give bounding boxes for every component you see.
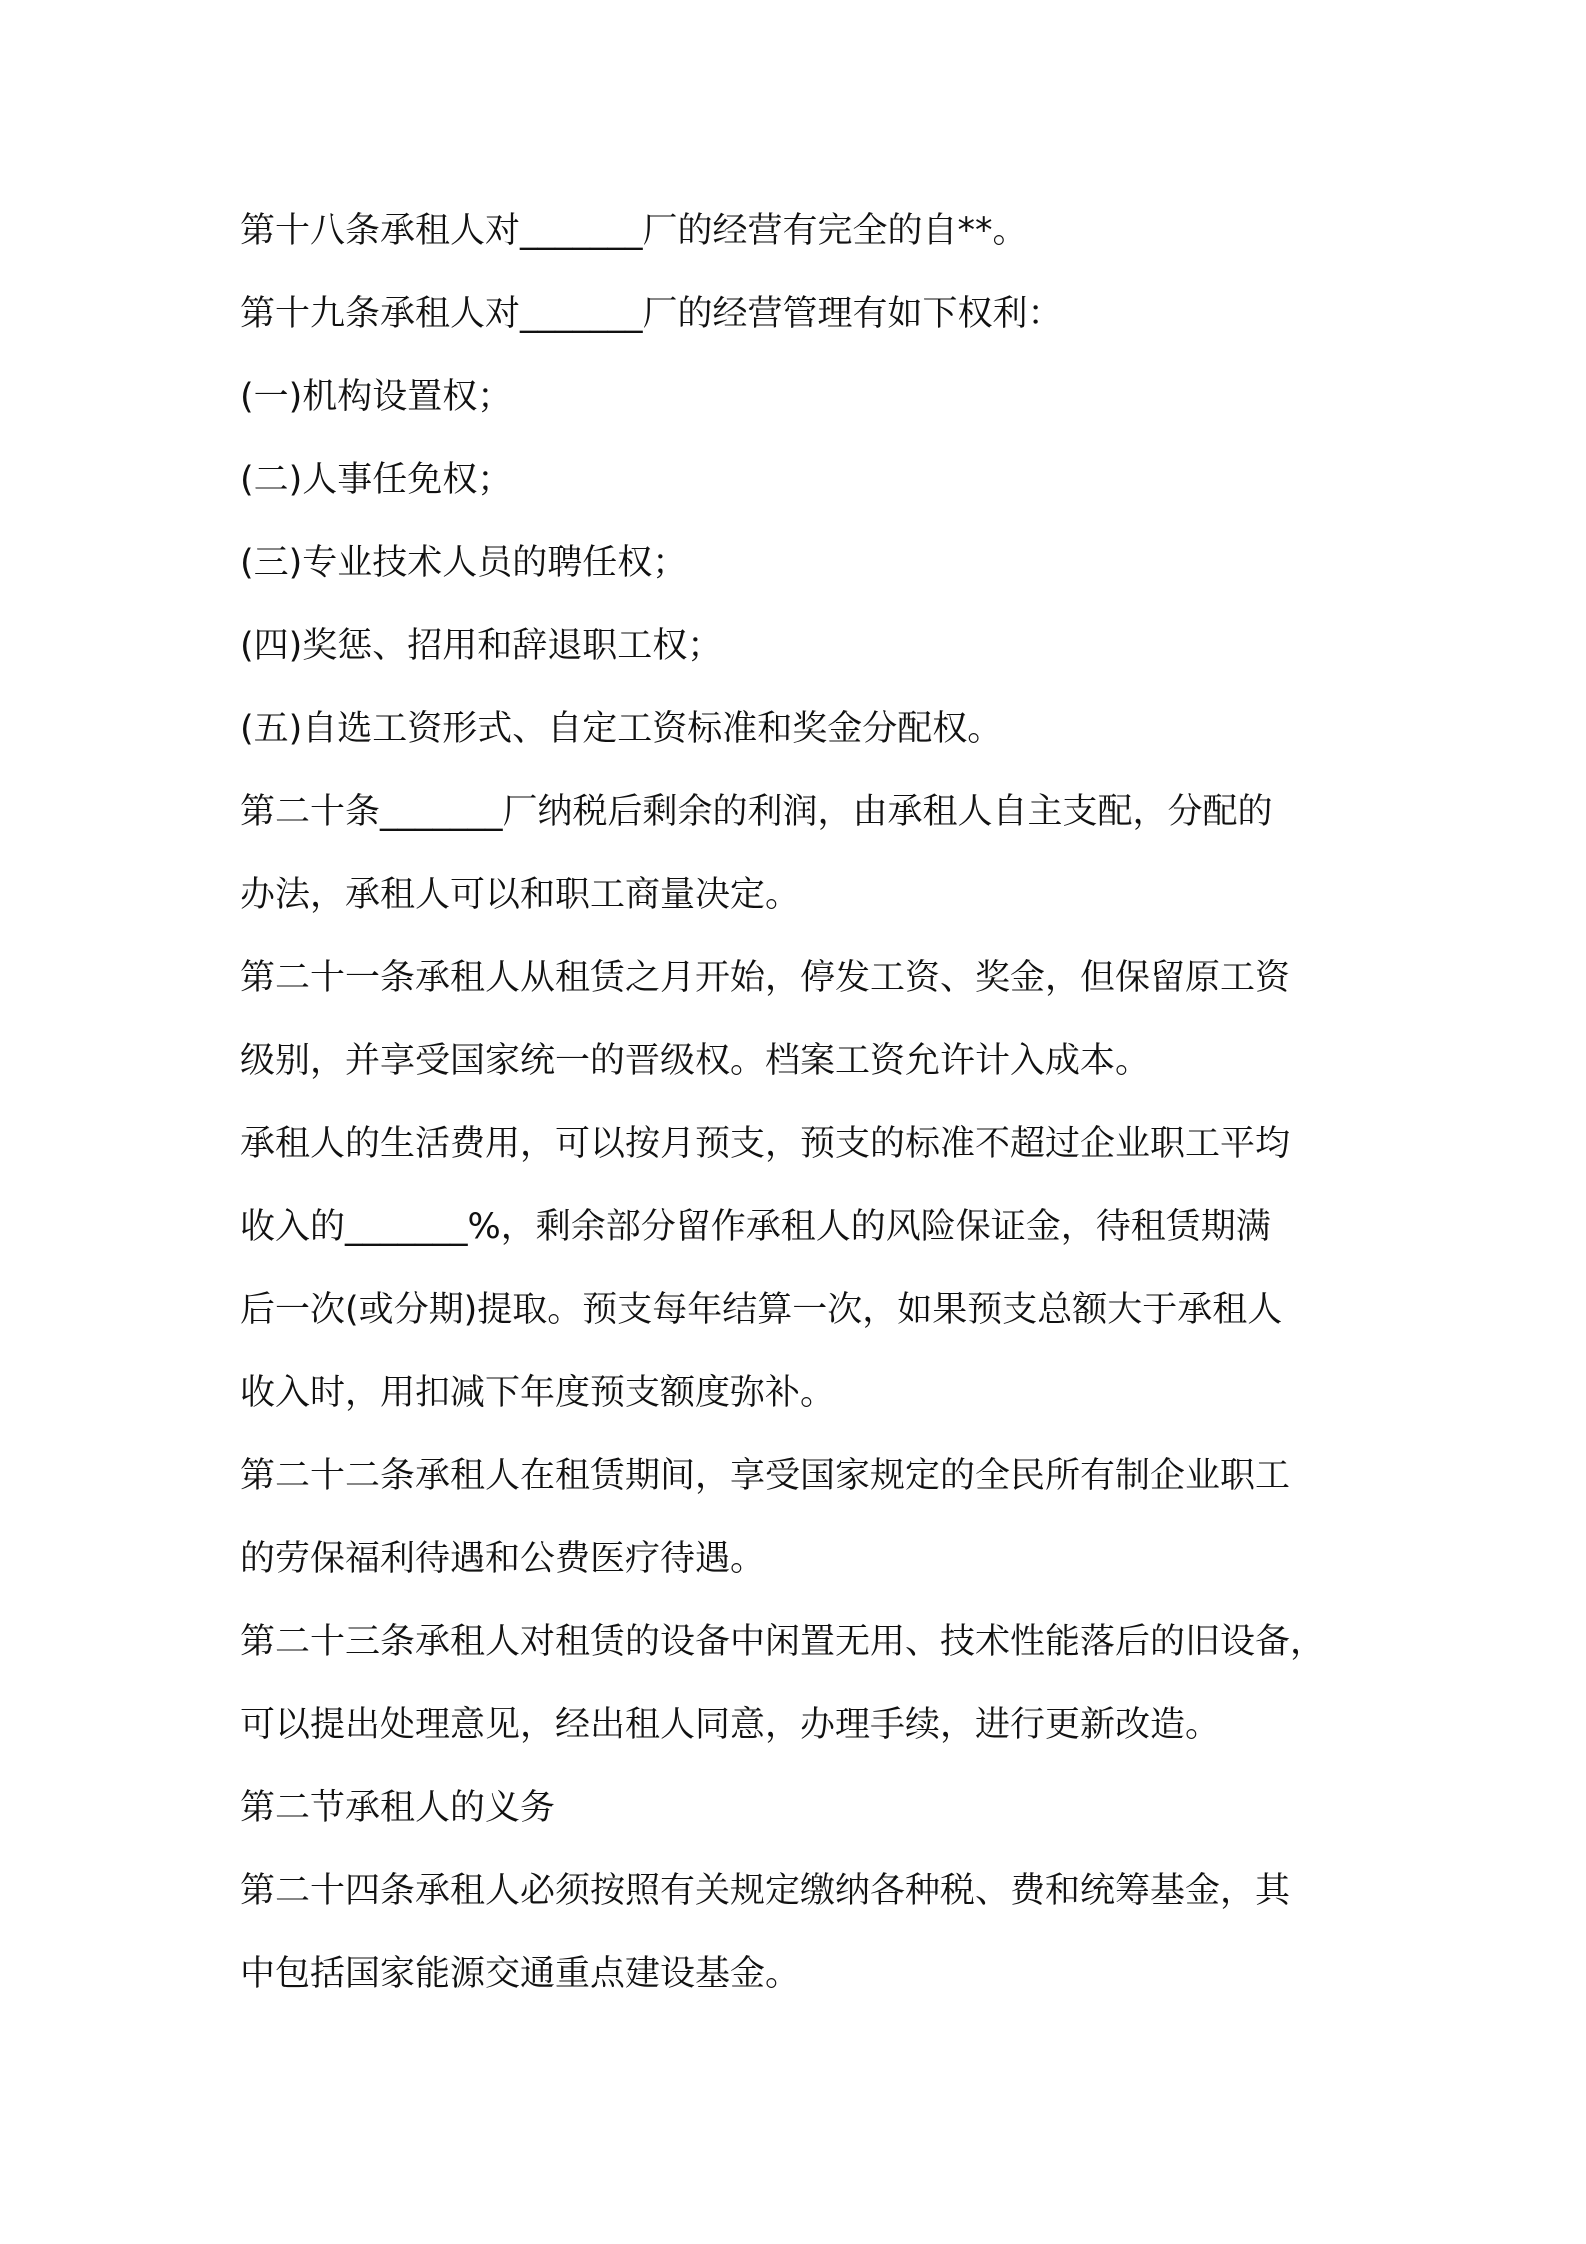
living-expense-line-1: 承租人的生活费用，可以按月预支，预支的标准不超过企业职工平均 xyxy=(240,1124,1291,1164)
right-item-1: (一)机构设置权； xyxy=(240,377,513,417)
article-21-line-1: 第二十一条承租人从租赁之月开始，停发工资、奖金，但保留原工资 xyxy=(240,958,1291,998)
article-22-line-1: 第二十二条承租人在租赁期间，享受国家规定的全民所有制企业职工 xyxy=(240,1456,1291,1496)
article-19-line: 第十九条承租人对_______厂的经营管理有如下权利： xyxy=(240,294,1063,334)
living-expense-line-3: 后一次(或分期)提取。预支每年结算一次，如果预支总额大于承租人 xyxy=(240,1290,1283,1330)
article-21-line-2: 级别，并享受国家统一的晋级权。档案工资允许计入成本。 xyxy=(240,1041,1151,1081)
article-24-line-2: 中包括国家能源交通重点建设基金。 xyxy=(240,1954,801,1994)
document-body xyxy=(240,190,1390,2016)
right-item-4: (四)奖惩、招用和辞退职工权； xyxy=(240,626,723,666)
article-20-line-1: 第二十条_______厂纳税后剩余的利润，由承租人自主支配，分配的 xyxy=(240,792,1273,832)
right-item-3: (三)专业技术人员的聘任权； xyxy=(240,543,688,583)
article-23-line-2: 可以提出处理意见，经出租人同意，办理手续，进行更新改造。 xyxy=(240,1705,1221,1745)
article-18-line: 第十八条承租人对_______厂的经营有完全的自**。 xyxy=(240,211,1028,251)
right-item-2: (二)人事任免权； xyxy=(240,460,513,500)
article-22-line-2: 的劳保福利待遇和公费医疗待遇。 xyxy=(240,1539,766,1579)
article-20-line-2: 办法，承租人可以和职工商量决定。 xyxy=(240,875,801,915)
section-2-heading: 第二节承租人的义务 xyxy=(240,1788,556,1828)
living-expense-line-4: 收入时，用扣减下年度预支额度弥补。 xyxy=(240,1373,836,1413)
article-23-line-1: 第二十三条承租人对租赁的设备中闲置无用、技术性能落后的旧设备， xyxy=(240,1622,1326,1662)
living-expense-line-2: 收入的_______%，剩余部分留作承租人的风险保证金，待租赁期满 xyxy=(240,1207,1271,1247)
right-item-5: (五)自选工资形式、自定工资标准和奖金分配权。 xyxy=(240,709,1003,749)
article-24-line-1: 第二十四条承租人必须按照有关规定缴纳各种税、费和统筹基金，其 xyxy=(240,1871,1291,1911)
